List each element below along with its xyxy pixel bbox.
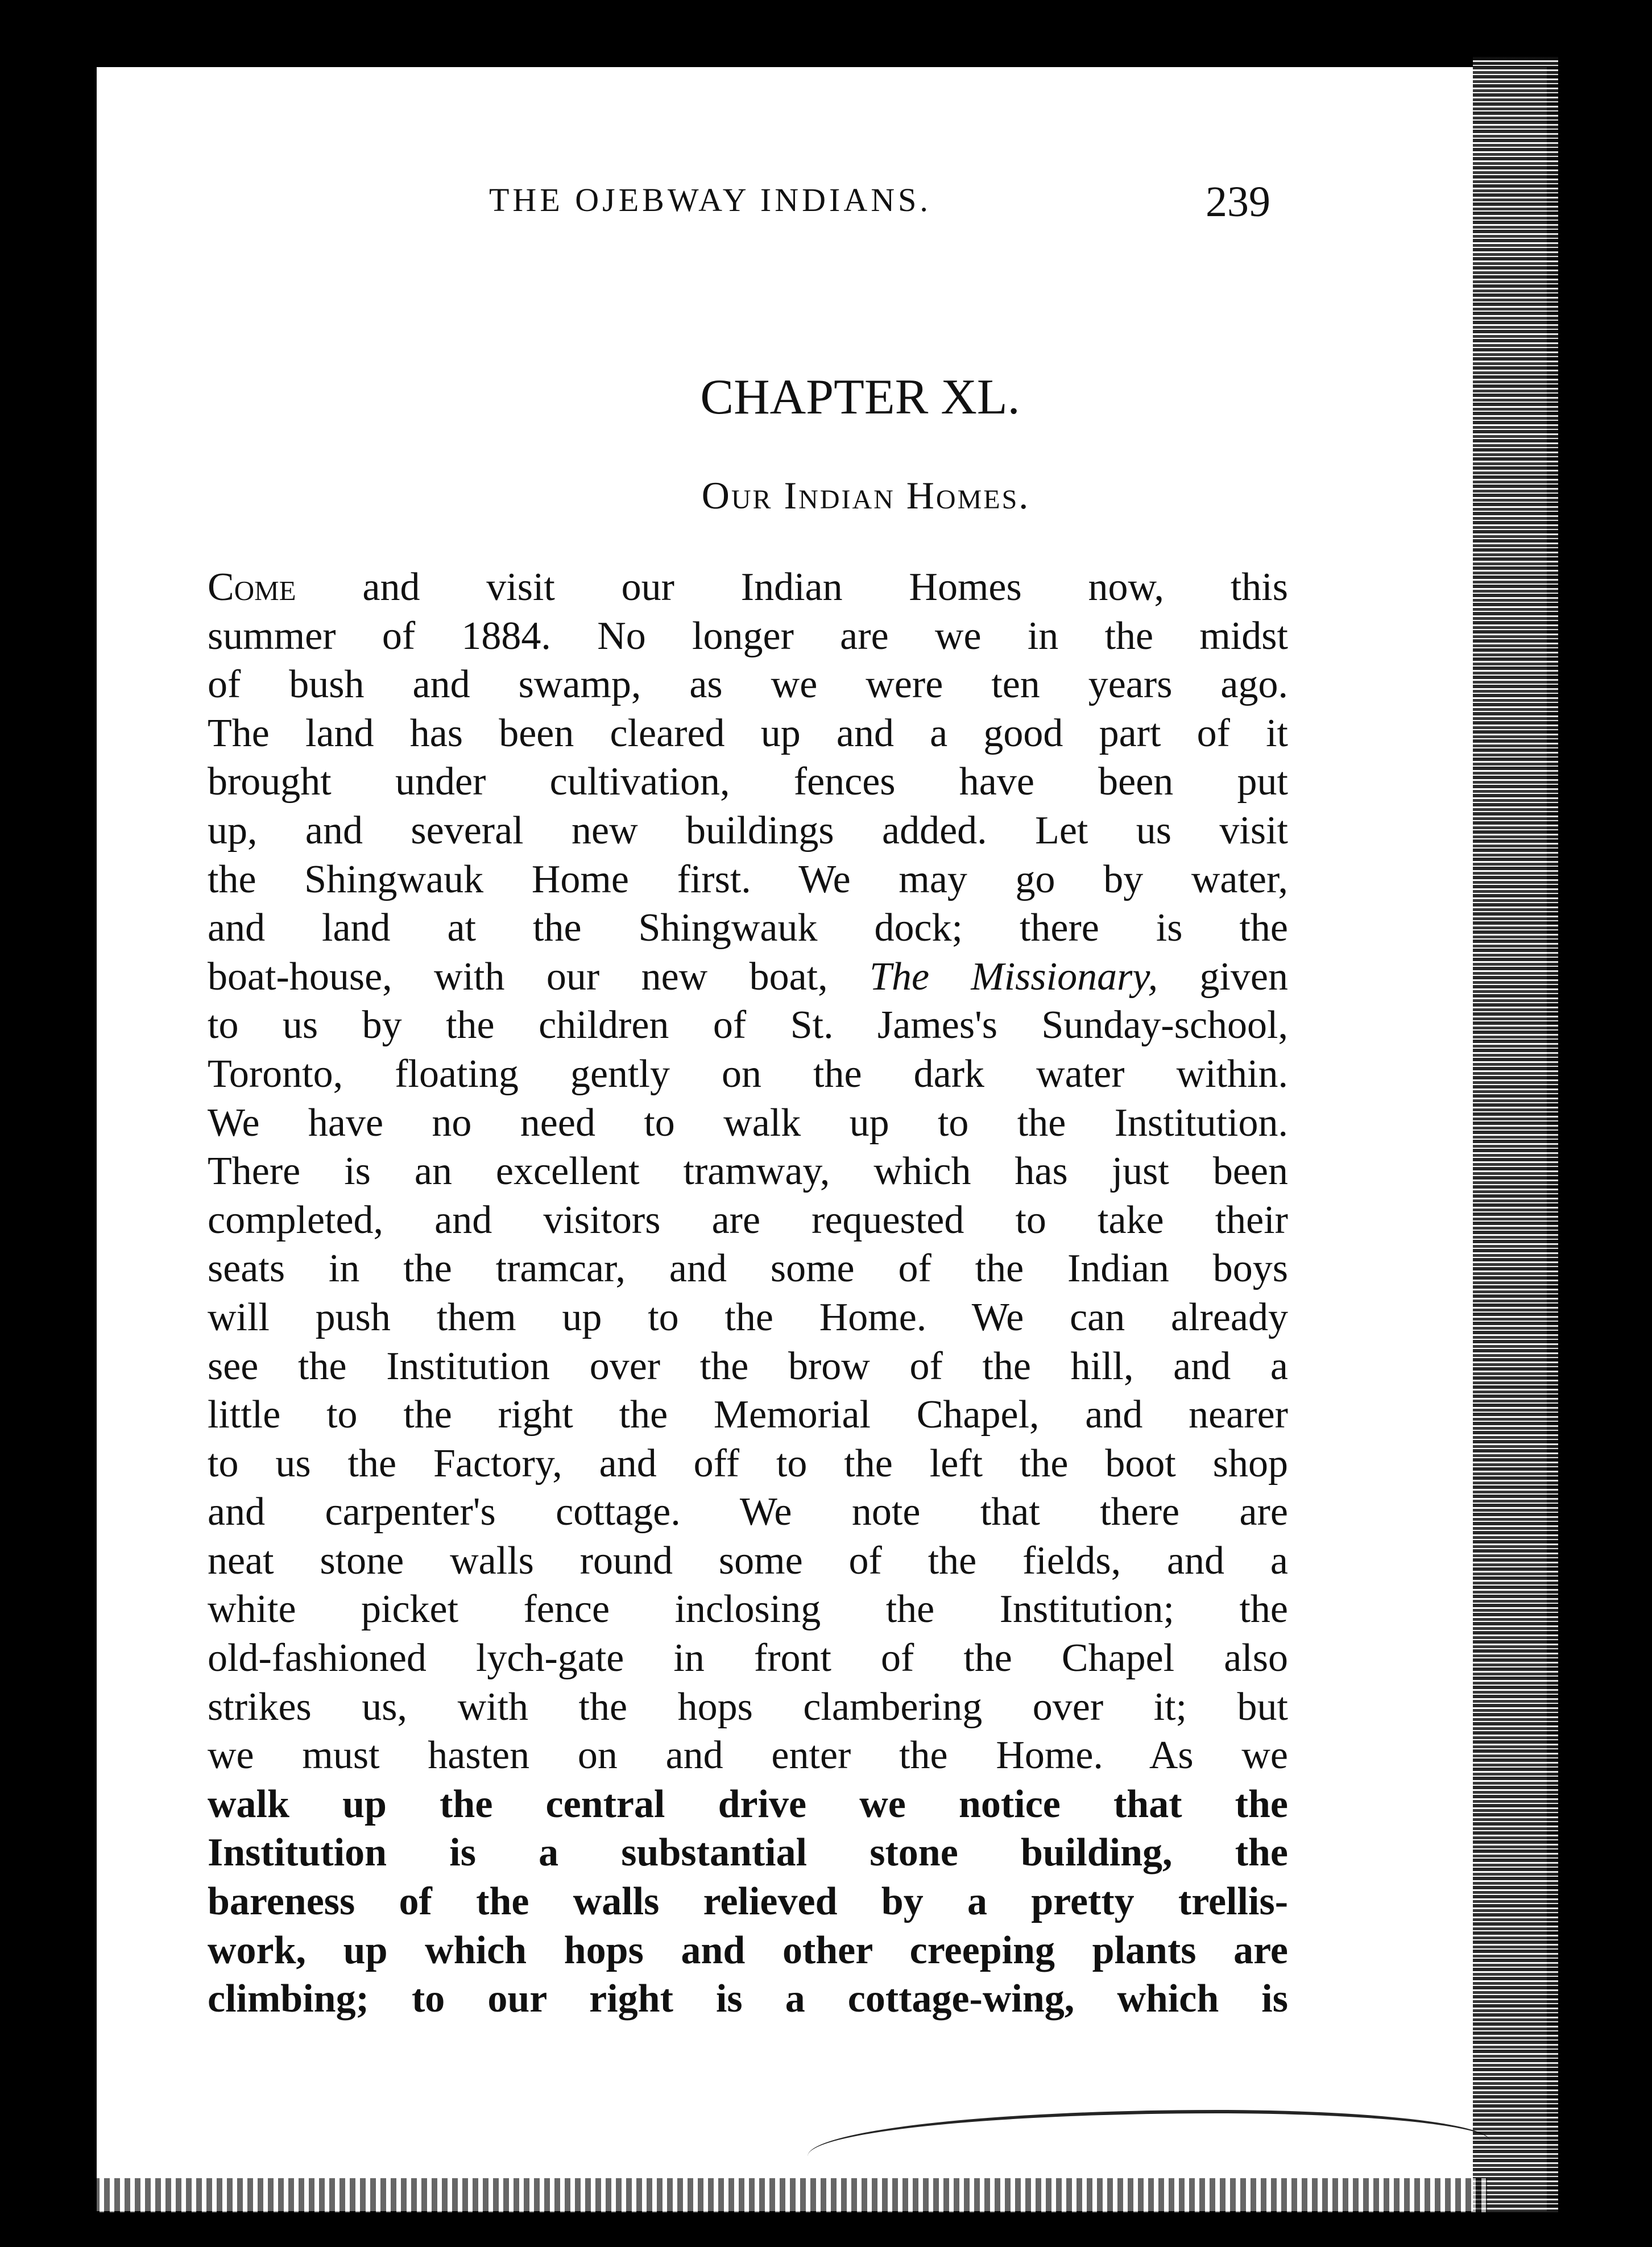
text-line: strikes us, with the hops clambering over it; but xyxy=(208,1685,1288,1729)
opening-word: Come xyxy=(208,565,296,609)
line-fragment: and visit our Indian Homes now, this xyxy=(296,565,1288,609)
page-number: 239 xyxy=(1206,178,1270,226)
chapter-title: CHAPTER XL. xyxy=(700,370,1020,425)
text-line: neat stone walls round some of the fields, and a xyxy=(208,1538,1288,1583)
text-line: seats in the tramcar, and some of the Indian boys xyxy=(208,1247,1288,1291)
text-line: work, up which hops and other creeping plants are xyxy=(208,1928,1288,1972)
text-line: to us the Factory, and off to the left the boot shop xyxy=(208,1441,1288,1485)
text-line: to us by the children of St. James's Sunday-school, xyxy=(208,1003,1288,1048)
chapter-subtitle: Our Indian Homes. xyxy=(701,474,1030,517)
text-line: Toronto, floating gently on the dark water within. xyxy=(208,1052,1288,1096)
text-line: There is an excellent tramway, which has just been xyxy=(208,1149,1288,1194)
body-text xyxy=(208,563,1288,2023)
text-line: old-fashioned lych-gate in front of the Chapel also xyxy=(208,1636,1288,1681)
text-line: summer of 1884. No longer are we in the midst xyxy=(208,614,1288,658)
text-line: The land has been cleared up and a good part of it xyxy=(208,711,1288,755)
text-line: see the Institution over the brow of the hill, and a xyxy=(208,1344,1288,1388)
text-line: bareness of the walls relieved by a pretty trellis- xyxy=(208,1880,1288,1924)
text-line: will push them up to the Home. We can already xyxy=(208,1295,1288,1339)
text-line: little to the right the Memorial Chapel, and nearer xyxy=(208,1393,1288,1437)
text-line: completed, and visitors are requested to take their xyxy=(208,1198,1288,1242)
text-line xyxy=(208,953,1288,1002)
line-fragment: given xyxy=(1158,954,1288,999)
line-fragment: boat-house, with our new boat, xyxy=(208,954,870,999)
text-line xyxy=(208,563,1288,612)
text-line: and carpenter's cottage. We note that there are xyxy=(208,1490,1288,1534)
text-line: and land at the Shingwauk dock; there is the xyxy=(208,906,1288,950)
boat-name: The Missionary, xyxy=(870,954,1158,999)
text-line: of bush and swamp, as we were ten years ago. xyxy=(208,663,1288,707)
text-line: up, and several new buildings added. Let us visit xyxy=(208,808,1288,853)
running-head: THE OJEBWAY INDIANS. xyxy=(489,181,931,218)
text-line: brought under cultivation, fences have been put xyxy=(208,760,1288,804)
text-line: Institution is a substantial stone building, the xyxy=(208,1831,1288,1875)
text-line: white picket fence inclosing the Institution; the xyxy=(208,1587,1288,1632)
text-line: climbing; to our right is a cottage-wing, which is xyxy=(208,1977,1288,2021)
text-line: We have no need to walk up to the Institution. xyxy=(208,1100,1288,1145)
text-line: walk up the central drive we notice that the xyxy=(208,1782,1288,1826)
text-line: we must hasten on and enter the Home. As we xyxy=(208,1733,1288,1778)
text-line: the Shingwauk Home first. We may go by water, xyxy=(208,857,1288,901)
